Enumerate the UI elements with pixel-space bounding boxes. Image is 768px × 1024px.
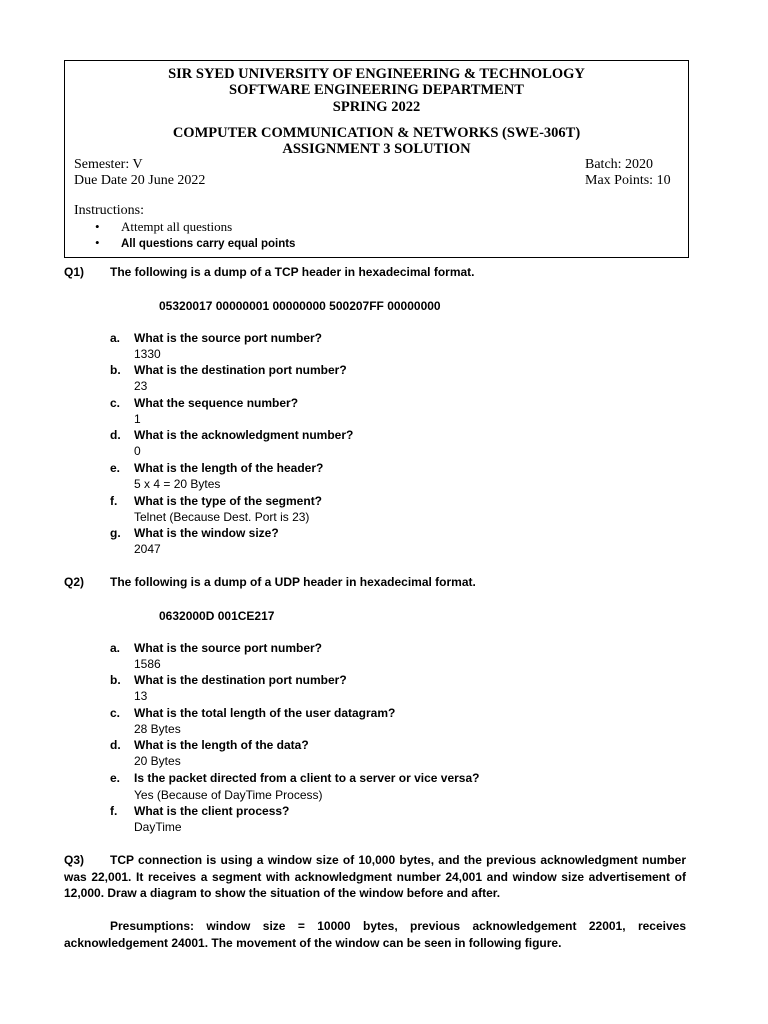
q2-answer: 13 — [134, 689, 148, 703]
q2-question: What is the source port number? — [134, 641, 323, 655]
q2-item-letter: e. — [110, 771, 121, 785]
q1-answer: 5 x 4 = 20 Bytes — [134, 477, 221, 491]
q2-item-letter: c. — [110, 706, 121, 720]
q1-question: What is the type of the segment? — [134, 494, 323, 508]
q2-answer: 28 Bytes — [134, 722, 181, 736]
q1-item-letter: d. — [110, 428, 121, 442]
due-date: Due Date 20 June 2022 — [74, 173, 206, 188]
q1-answer: 0 — [134, 444, 141, 458]
q1-item-letter: g. — [110, 526, 121, 540]
batch: Batch: 2020 — [585, 157, 654, 172]
q2-question: What is the length of the data? — [134, 738, 309, 752]
q1-dump: 05320017 00000001 00000000 500207FF 00000000 — [159, 299, 441, 313]
q1-answer: 23 — [134, 379, 148, 393]
q2-item-letter: f. — [110, 804, 118, 818]
q3-text: TCP connection is using a window size of 10,000 bytes, and the previous acknowledgment number was 22,001. It receives a segment with acknowledgment number 24,001 and window size advertisement of 12,000. Draw a diagram to show the situation of the window before and after. — [64, 853, 686, 900]
q1-answer: Telnet (Because Dest. Port is 23) — [134, 510, 310, 524]
header-box — [64, 60, 689, 258]
q1-question: What is the source port number? — [134, 331, 323, 345]
q1-label: Q1) — [64, 265, 85, 279]
q1-answer: 1 — [134, 412, 141, 426]
q2-item-letter: d. — [110, 738, 121, 752]
max-points: Max Points: 10 — [585, 173, 671, 188]
q1-question: What the sequence number? — [134, 396, 299, 410]
q1-question: What is the window size? — [134, 526, 279, 540]
q1-item-letter: f. — [110, 494, 118, 508]
bullet-icon: • — [95, 219, 100, 234]
q2-question: What is the destination port number? — [134, 673, 347, 687]
q2-dump: 0632000D 001CE217 — [159, 609, 275, 623]
q3-label: Q3) — [64, 853, 85, 867]
assignment-title: ASSIGNMENT 3 SOLUTION — [282, 141, 471, 157]
q2-item-letter: a. — [110, 641, 121, 655]
q1-item-letter: c. — [110, 396, 121, 410]
q2-label: Q2) — [64, 575, 85, 589]
q2-answer: DayTime — [134, 820, 182, 834]
instruction-item — [95, 235, 295, 252]
q2-question: What is the total length of the user datagram? — [134, 706, 396, 720]
q1-item-letter: b. — [110, 363, 121, 377]
course-title: COMPUTER COMMUNICATION & NETWORKS (SWE-306T) — [172, 125, 581, 141]
semester: Semester: V — [74, 157, 143, 172]
bullet-icon: • — [95, 235, 100, 250]
q2-answer: Yes (Because of DayTime Process) — [134, 788, 323, 802]
q2-text: The following is a dump of a UDP header in hexadecimal format. — [110, 575, 476, 589]
q1-answer: 1330 — [134, 347, 161, 361]
department-name: SOFTWARE ENGINEERING DEPARTMENT — [229, 82, 524, 98]
q2-answer: 1586 — [134, 657, 161, 671]
q1-item-letter: a. — [110, 331, 121, 345]
q1-question: What is the destination port number? — [134, 363, 347, 377]
q1-item-letter: e. — [110, 461, 121, 475]
q1-question: What is the length of the header? — [134, 461, 324, 475]
q1-text: The following is a dump of a TCP header in hexadecimal format. — [110, 265, 475, 279]
q1-answer: 2047 — [134, 542, 161, 556]
q1-question: What is the acknowledgment number? — [134, 428, 354, 442]
q2-question: Is the packet directed from a client to a server or vice versa? — [134, 771, 480, 785]
instruction-text: Attempt all questions — [121, 219, 233, 234]
instruction-text: All questions carry equal points — [121, 238, 296, 250]
q2-question: What is the client process? — [134, 804, 290, 818]
university-name: SIR SYED UNIVERSITY OF ENGINEERING & TECHNOLOGY — [168, 66, 585, 82]
term: SPRING 2022 — [332, 99, 421, 115]
q2-item-letter: b. — [110, 673, 121, 687]
q2-answer: 20 Bytes — [134, 754, 181, 768]
instructions-label: Instructions: — [74, 203, 144, 218]
q3-paragraph — [64, 852, 686, 902]
q3-presumptions: Presumptions: window size = 10000 bytes, previous acknowledgement 22001, receives acknowledgement 24001. The movement of the window can be seen in following figure. — [64, 919, 686, 950]
instruction-item — [95, 219, 232, 235]
